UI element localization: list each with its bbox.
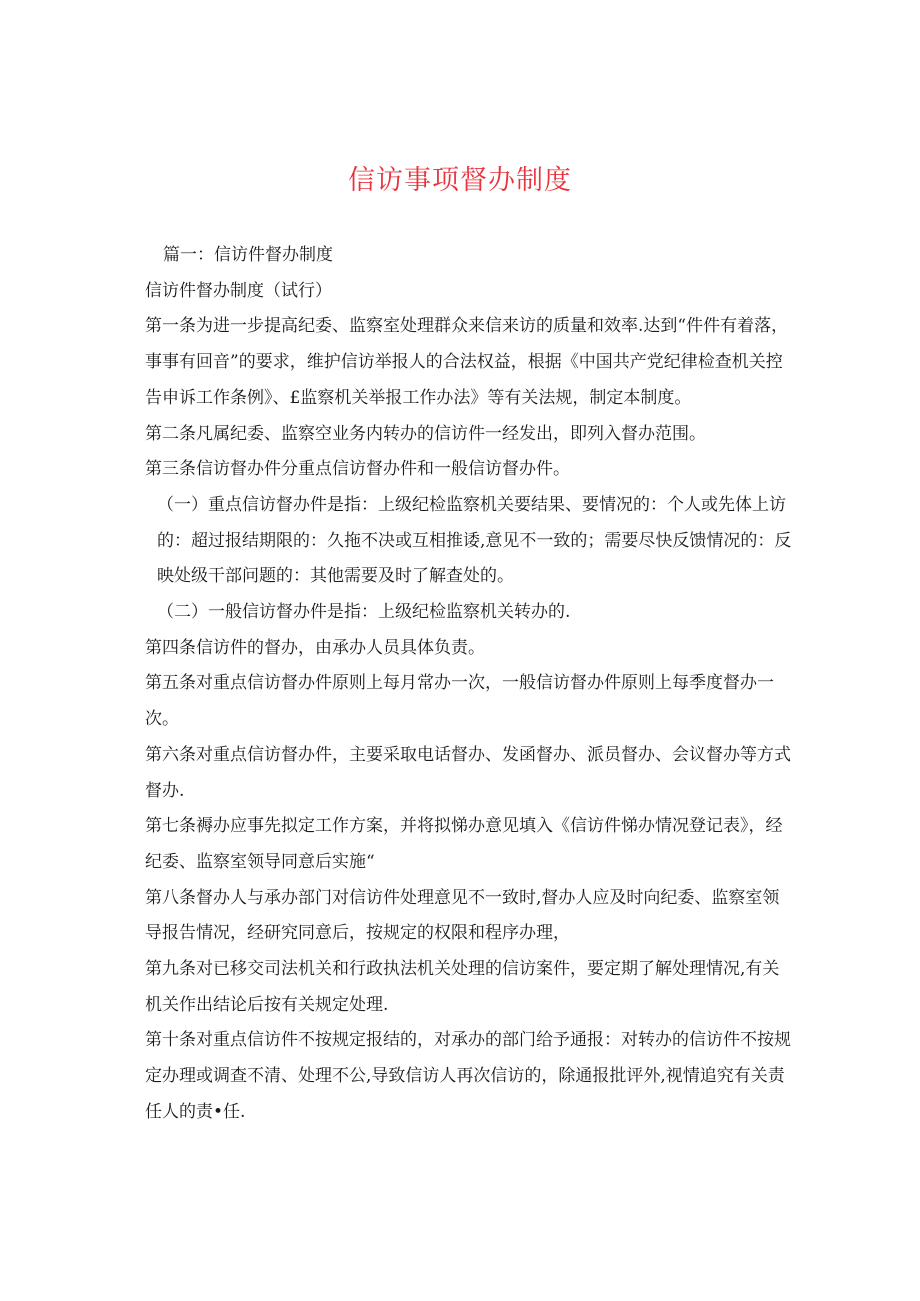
article-1: 第一条为进一步提高纪委、监察室处理群众来信来访的质量和效率.达到“件件有着落，事事有回音”的要求，维护信访举报人的合法权益，根据《中国共产党纪律检查机关控告申诉工作条例》、£监察机关举报工作办法》等有关法规，制定本制度。 xyxy=(145,316,789,408)
article-5: 第五条对重点信访督办件原则上每月常办一次，一般信访督办件原则上每季度督办一次。 xyxy=(145,673,774,730)
article-4: 第四条信访件的督办，由承办人员具体负责。 xyxy=(145,637,485,658)
article-3: 第三条信访督办件分重点信访督办件和一般信访督办件。 xyxy=(145,459,570,480)
document-body xyxy=(133,238,793,1131)
article-6: 第六条对重点信访督办件，主要采取电话督办、发函督办、派员督办、会议督办等方式督办. xyxy=(145,744,791,801)
regulation-heading: 信访件督办制度（试行） xyxy=(145,280,332,301)
article-9: 第九条对已移交司法机关和行政执法机关处理的信访案件，要定期了解处理情况,有关机关作出结论后按有关规定处理. xyxy=(145,959,780,1015)
article-10: 第十条对重点信访件不按规定报结的，对承办的部门给予通报：对转办的信访件不按规定办理或调查不清、处理不公,导致信访人再次信访的，除通报批评外,视情追究有关责任人的责•任. xyxy=(145,1030,791,1122)
article-7: 第七条褥办应事先拟定工作方案，并将拟悌办意见填入《信访件悌办情况登记表》，经纪委、监察室领导同意后实施“ xyxy=(145,816,783,872)
document-title: 信访事项督办制度 xyxy=(348,165,572,196)
article-3-item-2: （二）一般信访督办件是指：上级纪检监察机关转办的. xyxy=(157,602,571,623)
article-8: 第八条督办人与承办部门对信访件处理意见不一致时,督办人应及时向纪委、监察室领导报告情况，经研究同意后，按规定的权限和程序办理， xyxy=(145,887,780,944)
article-3-item-1: （一）重点信访督办件是指：上级纪检监察机关要结果、要情况的：个人或先体上访的：超过报结期限的：久拖不决或互相推诿,意见不一致的；需要尽快反馈情况的：反映处级干部问题的：其他需要及时了解查处的。 xyxy=(157,494,792,587)
article-2: 第二条凡属纪委、监察空业务内转办的信访件一经发出，即列入督办范围。 xyxy=(145,423,706,444)
section-subtitle: 篇一：信访件督办制度 xyxy=(163,245,333,265)
